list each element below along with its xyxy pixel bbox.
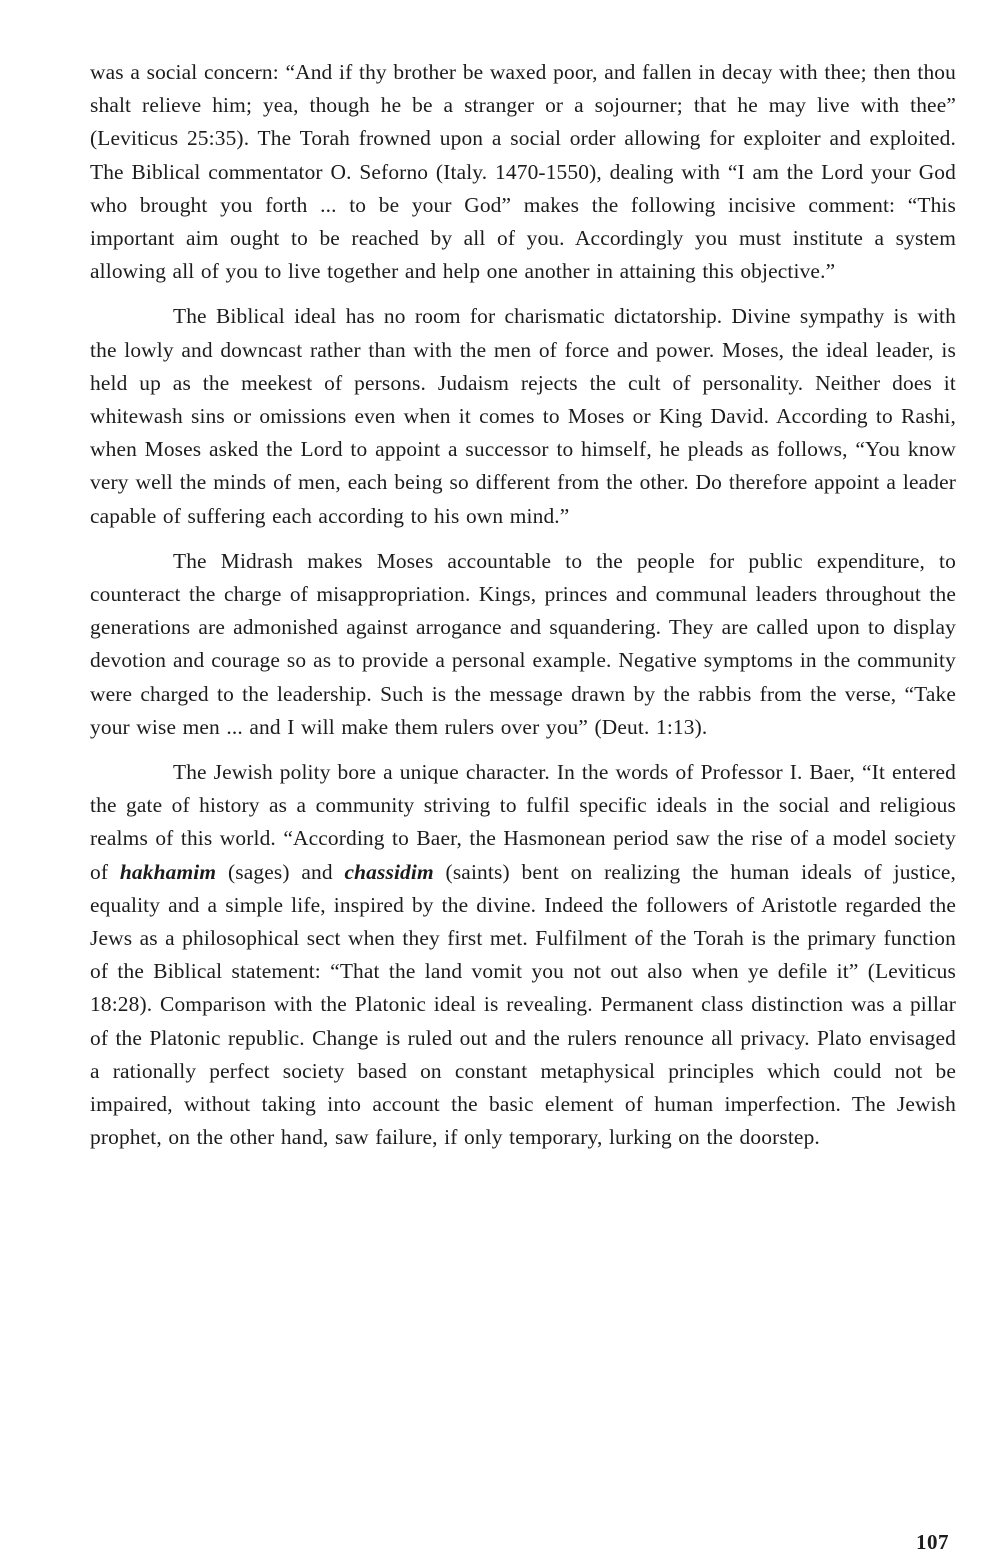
- term-chassidim: chassidim: [344, 859, 434, 884]
- page-number: 107: [916, 1530, 949, 1554]
- paragraph-text: was a social concern: “And if thy brother be waxed poor, and fallen in decay with thee; then thou shalt relieve him; yea, though he be a stranger or a sojourner; that he may live with thee” (Leviticus 25:35). The Torah frowned upon a social order allowing for exploiter and exploited. The Biblical commentator O. Seforno (Italy. 1470-1550), dealing with “I am the Lord your God who brought you forth ... to be your God” makes the following incisive comment: “This important aim ought to be reached by all of you. Accordingly you must institute a system allowing all of you to live together and help one another in attaining this objective.”: [90, 60, 956, 284]
- paragraph-text: (sages) and: [216, 859, 345, 884]
- paragraph-midrash: [90, 545, 956, 744]
- paragraph-text: The Biblical ideal has no room for charismatic dictatorship. Divine sympathy is with the lowly and downcast rather than with the men of force and power. Moses, the ideal leader, is held up as the meekest of persons. Judaism rejects the cult of personality. Neither does it whitewash sins or omissions even when it comes to Moses or King David. According to Rashi, when Moses asked the Lord to appoint a successor to himself, he pleads as follows, “You know very well the minds of men, each being so different from the other. Do therefore appoint a leader capable of suffering each according to his own mind.”: [90, 304, 956, 528]
- page-body: [90, 56, 956, 1155]
- paragraph-jewish-polity: [90, 756, 956, 1154]
- paragraph-social-concern: [90, 56, 956, 288]
- paragraph-text: (saints) bent on realizing the human ideals of justice, equality and a simple life, inspired by the divine. Indeed the followers of Aristotle regarded the Jews as a philosophical sect when they first met. Fulfilment of the Torah is the primary function of the Biblical statement: “That the land vomit you not out also when ye defile it” (Leviticus 18:28). Comparison with the Platonic ideal is revealing. Permanent class distinction was a pillar of the Platonic republic. Change is ruled out and the rulers renounce all privacy. Plato envisaged a rationally perfect society based on constant metaphysical principles which could not be impaired, without taking into account the basic element of human imperfection. The Jewish prophet, on the other hand, saw failure, if only temporary, lurking on the doorstep.: [90, 859, 956, 1150]
- paragraph-biblical-ideal: [90, 300, 956, 532]
- term-hakhamim: hakhamim: [119, 859, 217, 884]
- paragraph-text: The Midrash makes Moses accountable to the people for public expenditure, to counteract the charge of misappropriation. Kings, princes and communal leaders throughout the generations are admonished against arrogance and squandering. They are called upon to display devotion and courage so as to provide a personal example. Negative symptoms in the community were charged to the leadership. Such is the message drawn by the rabbis from the verse, “Take your wise men ... and I will make them rulers over you” (Deut. 1:13).: [90, 548, 956, 739]
- paragraph-text: The Jewish polity bore a unique character. In the words of Professor I. Baer, “It entered the gate of history as a community striving to fulfil specific ideals in the social and religious realms of this world. “According to Baer, the Hasmonean period saw the rise of a model society of: [90, 760, 956, 884]
